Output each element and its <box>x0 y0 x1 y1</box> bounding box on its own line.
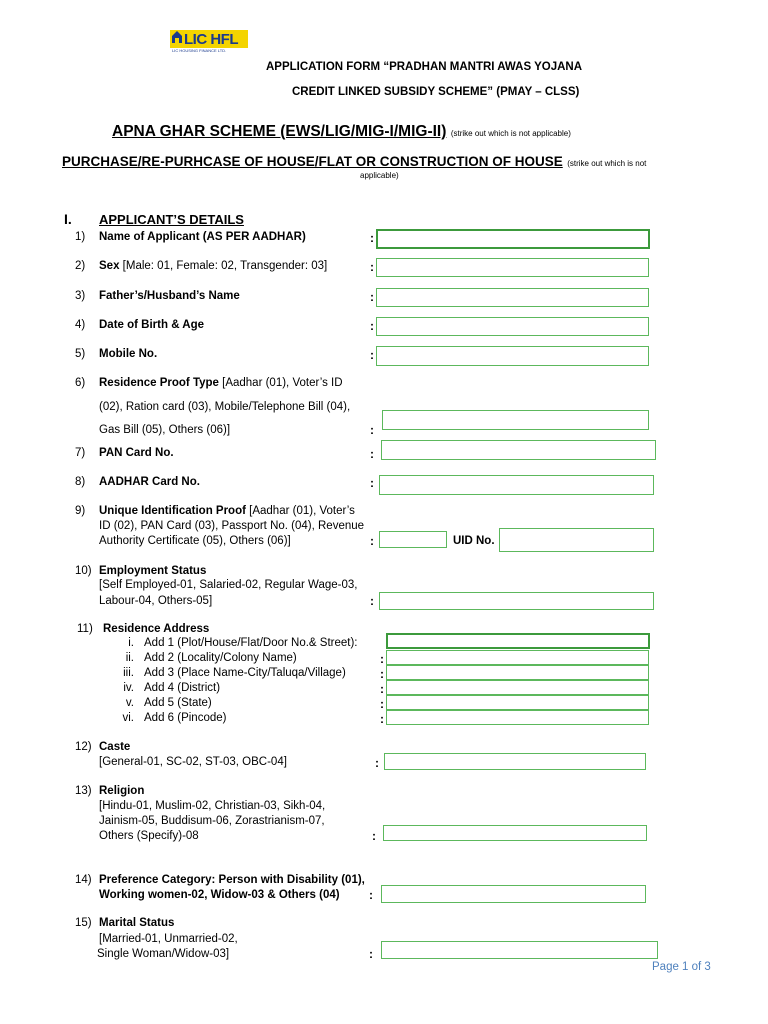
preference-line2: Working women-02, Widow-03 & Others (04) <box>99 889 340 901</box>
colon: : <box>370 290 374 304</box>
field-number: 8) <box>75 476 86 488</box>
address-line-4-label: Add 4 (District) <box>144 682 221 694</box>
dob-age-input[interactable] <box>376 317 649 336</box>
colon: : <box>380 682 384 696</box>
purchase-note: (strike out which is not <box>567 159 647 168</box>
residence-proof-options: [Aadhar (01), Voter’s ID <box>218 377 343 389</box>
address-district-input[interactable] <box>386 680 649 695</box>
marital-line3: Single Woman/Widow-03] <box>97 948 230 960</box>
uid-proof-line3: Authority Certificate (05), Others (06)] <box>99 535 291 547</box>
field-label-employment: Employment Status <box>99 565 207 577</box>
uid-number-label: UID No. <box>453 535 495 547</box>
field-number: 7) <box>75 447 86 459</box>
address-line-2-input[interactable] <box>386 650 649 665</box>
residence-proof-input[interactable] <box>382 410 649 430</box>
field-label-sex <box>99 259 327 273</box>
field-number: 10) <box>75 565 92 577</box>
scheme-heading <box>112 123 571 141</box>
logo-subtext: LIC HOUSING FINANCE LTD. <box>172 48 227 53</box>
address-pincode-input[interactable] <box>386 710 649 725</box>
scheme-title: APNA GHAR SCHEME (EWS/LIG/MIG-I/MIG-II) <box>112 123 447 140</box>
field-label-mobile: Mobile No. <box>99 348 158 360</box>
preference-category-input[interactable] <box>381 885 646 903</box>
address-line-2-label: Add 2 (Locality/Colony Name) <box>144 652 297 664</box>
field-label-sex-options: [Male: 01, Female: 02, Transgender: 03] <box>119 260 328 272</box>
address-roman-2: ii. <box>125 652 134 664</box>
field-number: 3) <box>75 290 86 302</box>
colon: : <box>380 697 384 711</box>
marital-line2: [Married-01, Unmarried-02, <box>99 933 238 945</box>
colon: : <box>370 594 374 608</box>
colon: : <box>380 667 384 681</box>
employment-status-input[interactable] <box>379 592 654 610</box>
purchase-note-cont: applicable) <box>360 171 399 180</box>
field-number: 5) <box>75 348 86 360</box>
colon: : <box>375 756 379 770</box>
field-label-religion: Religion <box>99 785 145 797</box>
section-number: I. <box>64 211 72 227</box>
field-number: 4) <box>75 319 86 331</box>
address-roman-1: i. <box>128 637 134 649</box>
field-number: 9) <box>75 505 86 517</box>
employment-line3: Labour-04, Others-05] <box>99 595 213 607</box>
address-state-input[interactable] <box>386 695 649 710</box>
mobile-input[interactable] <box>376 346 649 366</box>
logo-text: LIC HFL <box>184 31 238 48</box>
address-line-3-label: Add 3 (Place Name-City/Taluqa/Village) <box>144 667 346 679</box>
field-label-uid-proof <box>99 504 355 518</box>
address-roman-5: v. <box>125 697 134 709</box>
address-line-6-label: Add 6 (Pincode) <box>144 712 227 724</box>
uid-proof-type-input[interactable] <box>379 531 447 548</box>
religion-line2: [Hindu-01, Muslim-02, Christian-03, Sikh-04, <box>99 800 326 812</box>
field-number: 14) <box>75 874 92 886</box>
field-number: 6) <box>75 377 86 389</box>
field-label-dob: Date of Birth & Age <box>99 319 204 331</box>
field-label-preference: Preference Category: Person with Disability (01), <box>99 874 365 886</box>
colon: : <box>372 829 376 843</box>
address-roman-4: iv. <box>123 682 134 694</box>
address-roman-6: vi. <box>122 712 134 724</box>
field-label-name: Name of Applicant (AS PER AADHAR) <box>99 231 306 243</box>
purchase-title: PURCHASE/RE-PURHCASE OF HOUSE/FLAT OR CONSTRUCTION OF HOUSE <box>62 154 563 169</box>
aadhar-input[interactable] <box>379 475 654 495</box>
uid-proof-bold: Unique Identification Proof <box>99 505 246 517</box>
page-number: Page 1 of 3 <box>652 961 711 973</box>
colon: : <box>380 652 384 666</box>
address-line-5-label: Add 5 (State) <box>144 697 212 709</box>
colon: : <box>370 447 374 461</box>
form-title-line2: CREDIT LINKED SUBSIDY SCHEME” (PMAY – CLSS) <box>292 86 580 98</box>
field-label-father-husband: Father’s/Husband’s Name <box>99 290 240 302</box>
colon: : <box>370 260 374 274</box>
field-label-sex-bold: Sex <box>99 260 120 272</box>
purchase-heading <box>62 153 646 171</box>
applicant-name-input[interactable] <box>376 229 650 249</box>
form-title-line1: APPLICATION FORM “PRADHAN MANTRI AWAS YOJANA <box>266 61 583 73</box>
field-label-pan: PAN Card No. <box>99 447 174 459</box>
colon: : <box>369 947 373 961</box>
father-husband-name-input[interactable] <box>376 288 649 307</box>
field-number: 1) <box>75 231 86 243</box>
residence-proof-bold: Residence Proof Type <box>99 377 219 389</box>
field-number: 2) <box>75 260 86 272</box>
employment-line2: [Self Employed-01, Salaried-02, Regular Wage-03, <box>99 579 358 591</box>
uid-proof-options: [Aadhar (01), Voter’s <box>245 505 355 517</box>
colon: : <box>370 231 374 245</box>
field-label-residence-proof <box>99 376 343 390</box>
colon: : <box>370 423 374 437</box>
field-number: 15) <box>75 917 92 929</box>
address-roman-3: iii. <box>123 667 134 679</box>
field-label-residence-address: Residence Address <box>103 623 210 635</box>
colon: : <box>380 712 384 726</box>
colon: : <box>370 319 374 333</box>
religion-line3: Jainism-05, Buddisum-06, Zorastrianism-07, <box>99 815 325 827</box>
colon: : <box>370 476 374 490</box>
field-number: 11) <box>77 623 93 635</box>
field-number: 12) <box>75 741 92 753</box>
field-number: 13) <box>75 785 92 797</box>
religion-line4: Others (Specify)-08 <box>99 830 199 842</box>
colon: : <box>369 888 373 902</box>
marital-status-input[interactable] <box>381 941 658 959</box>
section-title: APPLICANT’S DETAILS <box>99 212 244 227</box>
uid-proof-line2: ID (02), PAN Card (03), Passport No. (04), Revenue <box>99 520 365 532</box>
colon: : <box>370 348 374 362</box>
pan-input[interactable] <box>381 440 656 460</box>
address-line-3-input[interactable] <box>386 665 649 680</box>
address-line-1-input[interactable] <box>386 633 650 649</box>
uid-number-input[interactable] <box>499 528 654 552</box>
religion-input[interactable] <box>383 825 647 841</box>
field-label-marital: Marital Status <box>99 917 175 929</box>
residence-proof-line3: Gas Bill (05), Others (06)] <box>99 424 231 436</box>
colon: : <box>370 534 374 548</box>
scheme-note: (strike out which is not applicable) <box>450 129 571 138</box>
sex-input[interactable] <box>376 258 649 277</box>
caste-input[interactable] <box>384 753 646 770</box>
field-label-caste: Caste <box>99 741 131 753</box>
caste-options: [General-01, SC-02, ST-03, OBC-04] <box>99 756 287 768</box>
house-icon <box>171 30 183 44</box>
address-line-1-label: Add 1 (Plot/House/Flat/Door No.& Street): <box>144 637 358 649</box>
field-label-aadhar: AADHAR Card No. <box>99 476 200 488</box>
residence-proof-line2: (02), Ration card (03), Mobile/Telephone Bill (04), <box>99 401 351 413</box>
